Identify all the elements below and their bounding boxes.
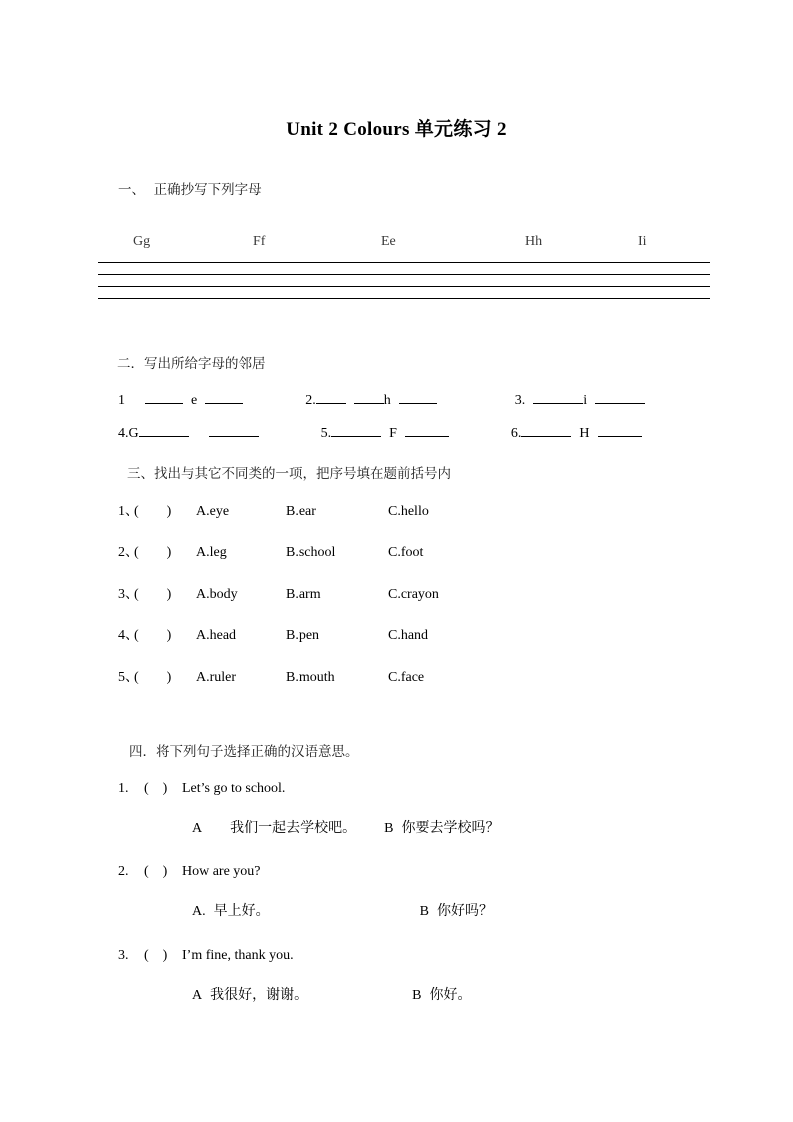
option-a-label: A (192, 821, 203, 836)
mc-option-b[interactable]: B.arm (286, 587, 321, 602)
section-1-heading: 一、 正确抄写下列字母 (118, 182, 262, 198)
sentence-prompt-line (118, 864, 738, 880)
mc-question-row (118, 624, 718, 644)
blank-field[interactable] (399, 389, 437, 404)
sentence-answer-bracket[interactable]: ( ) (144, 781, 168, 796)
rule-line (98, 274, 710, 275)
option-b-text[interactable]: 你要去学校吗？ (401, 820, 500, 836)
blank-field[interactable] (139, 422, 189, 437)
letter-sample-ff: Ff (253, 234, 266, 249)
section-3-heading: 三、找出与其它不同类的一项，把序号填在题前括号内 (127, 466, 451, 482)
item-1-letter: e (191, 393, 198, 408)
mc-number: 5、 (118, 670, 139, 685)
blank-field[interactable] (405, 422, 449, 437)
item-2-number: 2. (305, 393, 316, 408)
rule-line (98, 286, 710, 287)
sentence-options (192, 817, 738, 837)
sentence-prompt-line (118, 948, 738, 964)
letter-sample-row (0, 234, 793, 254)
mc-number: 3、 (118, 587, 139, 602)
sentence-text: Let’s go to school. (182, 781, 286, 796)
option-a-text[interactable]: 早上好。 (213, 903, 270, 919)
sentence-number: 2. (118, 864, 129, 879)
item-6-number: 6. (510, 426, 522, 441)
item-5-letter: F (389, 426, 397, 441)
mc-option-b[interactable]: B.mouth (286, 670, 335, 685)
option-a-text[interactable]: 我们一起去学校吧。 (230, 820, 357, 836)
sentence-question (118, 781, 738, 837)
mc-answer-bracket[interactable]: ( ) (134, 628, 172, 643)
section-4-heading: 四．将下列句子选择正确的汉语意思。 (129, 744, 359, 760)
blank-field[interactable] (205, 389, 243, 404)
mc-option-a[interactable]: A.leg (196, 545, 227, 560)
letter-sample-gg: Gg (133, 234, 151, 249)
mc-number: 1、 (118, 504, 139, 519)
mc-number: 4、 (118, 628, 139, 643)
mc-option-a[interactable]: A.head (196, 628, 237, 643)
sentence-number: 1. (118, 781, 129, 796)
item-2-letter: h (383, 393, 391, 408)
option-a-text[interactable]: 我很好，谢谢。 (210, 987, 309, 1003)
mc-answer-bracket[interactable]: ( ) (134, 587, 172, 602)
sentence-text: I’m fine, thank you. (182, 948, 294, 963)
mc-option-c[interactable]: C.face (388, 670, 425, 685)
letter-sample-ii: Ii (638, 234, 647, 249)
mc-question-row (118, 541, 718, 561)
option-b-label: B (412, 988, 422, 1003)
mc-answer-bracket[interactable]: ( ) (134, 545, 172, 560)
item-3-letter: i (583, 393, 588, 408)
option-a-label: A. (192, 904, 206, 919)
item-6-letter: H (579, 426, 590, 441)
blank-field[interactable] (598, 422, 642, 437)
blank-field[interactable] (145, 389, 183, 404)
sentence-question (118, 948, 738, 1004)
option-b-text[interactable]: 你好吗？ (436, 903, 493, 919)
mc-option-c[interactable]: C.foot (388, 545, 424, 560)
blank-field[interactable] (316, 389, 346, 404)
mc-option-b[interactable]: B.school (286, 545, 336, 560)
sentence-answer-bracket[interactable]: ( ) (144, 864, 168, 879)
sentence-number: 3. (118, 948, 129, 963)
section-2-row-2 (118, 422, 642, 443)
option-a-label: A (192, 988, 203, 1003)
mc-option-a[interactable]: A.ruler (196, 670, 237, 685)
blank-field[interactable] (595, 389, 645, 404)
blank-field[interactable] (533, 389, 583, 404)
blank-field[interactable] (354, 389, 384, 404)
mc-number: 2、 (118, 545, 139, 560)
sentence-prompt-line (118, 781, 738, 797)
mc-option-c[interactable]: C.hello (388, 504, 429, 519)
option-b-label: B (419, 904, 429, 919)
mc-question-row (118, 583, 718, 603)
mc-option-a[interactable]: A.body (196, 587, 238, 602)
page-title: Unit 2 Colours 单元练习 2 (286, 119, 507, 140)
mc-option-c[interactable]: C.crayon (388, 587, 439, 602)
item-1-number: 1 (118, 393, 125, 408)
mc-answer-bracket[interactable]: ( ) (134, 504, 172, 519)
rule-line (98, 298, 710, 299)
blank-field[interactable] (209, 422, 259, 437)
sentence-answer-bracket[interactable]: ( ) (144, 948, 168, 963)
sentence-options (192, 984, 738, 1004)
sentence-question (118, 864, 738, 920)
section-2-heading: 二．写出所给字母的邻居 (117, 356, 266, 372)
item-3-number: 3. (514, 393, 526, 408)
mc-option-b[interactable]: B.ear (286, 504, 316, 519)
section-2-row-1 (118, 389, 645, 410)
item-4-number: 4.G (118, 426, 139, 441)
mc-answer-bracket[interactable]: ( ) (134, 670, 172, 685)
blank-field[interactable] (331, 422, 381, 437)
blank-field[interactable] (521, 422, 571, 437)
option-b-label: B (384, 821, 394, 836)
letter-sample-hh: Hh (525, 234, 543, 249)
sentence-options (192, 900, 738, 920)
mc-question-row (118, 500, 718, 520)
mc-option-b[interactable]: B.pen (286, 628, 320, 643)
mc-option-c[interactable]: C.hand (388, 628, 429, 643)
sentence-text: How are you? (182, 864, 261, 879)
mc-question-row (118, 666, 718, 686)
letter-sample-ee: Ee (381, 234, 396, 249)
rule-line (98, 262, 710, 263)
mc-option-a[interactable]: A.eye (196, 504, 230, 519)
item-5-number: 5. (320, 426, 332, 441)
option-b-text[interactable]: 你好。 (429, 987, 472, 1003)
